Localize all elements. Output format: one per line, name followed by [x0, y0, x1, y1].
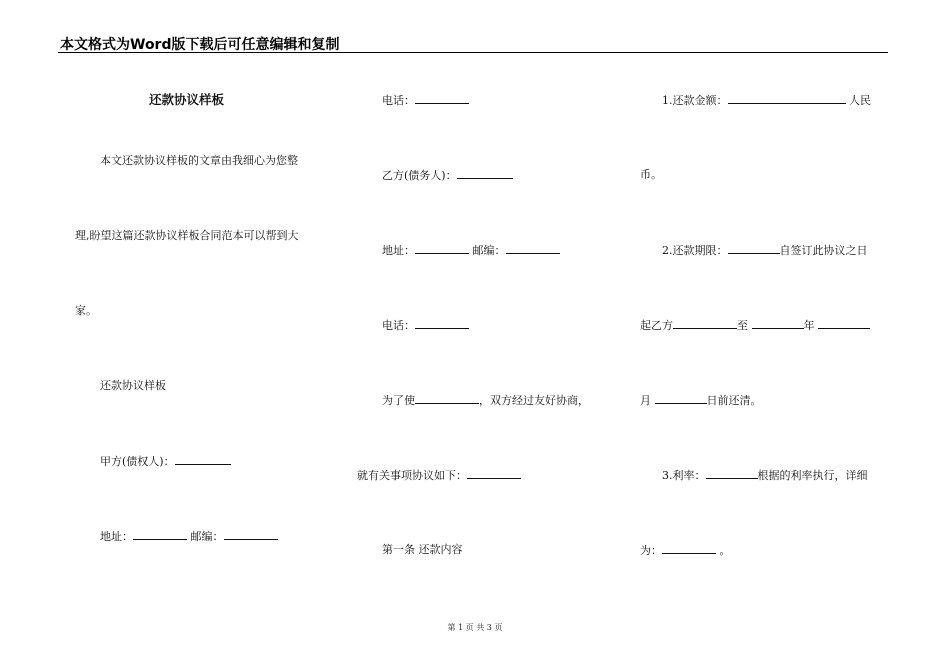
header-text: 本文格式为Word版下载后可任意编辑和复制 — [60, 37, 340, 53]
agree-text: 就有关事项协议如下： — [357, 469, 467, 482]
party-b-line — [382, 168, 513, 183]
month-day-line — [640, 393, 762, 408]
address-line-b — [382, 243, 560, 258]
page-number: 第 1 页 共 3 页 — [447, 623, 503, 632]
term-blank — [728, 243, 780, 254]
day-blank — [655, 393, 707, 404]
address-blank — [133, 529, 187, 540]
phone-label: 电话： — [382, 319, 415, 332]
intro-line-1: 本文还款协议样板的文章由我细心为您整 — [100, 154, 298, 167]
party-b-label: 乙方(债务人)： — [382, 169, 457, 182]
rate-blank — [706, 468, 758, 479]
day-suffix: 日前还清。 — [706, 394, 762, 407]
rate-line — [662, 468, 868, 483]
purpose-suffix: ，双方经过友好协商， — [479, 394, 589, 407]
term-line — [662, 243, 868, 258]
year-blank — [752, 318, 804, 329]
currency-line: 币。 — [640, 168, 662, 181]
party-b-blank — [457, 168, 513, 179]
postcode-label: 邮编： — [190, 530, 224, 543]
purpose-blank — [415, 393, 479, 404]
rate-suffix: 根据的利率执行，详细 — [757, 469, 868, 482]
term-suffix: 自签订此协议之日 — [779, 244, 868, 257]
phone-line-b — [382, 318, 469, 333]
date-range-line — [640, 318, 870, 333]
intro-line-2: 理,盼望这篇还款协议样板合同范本可以帮到大 — [75, 229, 299, 242]
as-word: 为： — [640, 544, 662, 557]
from-party-text: 起乙方 — [640, 319, 673, 332]
purpose-line — [382, 393, 589, 408]
phone-blank — [415, 318, 469, 329]
month-blank-a — [818, 318, 870, 329]
amount-prefix: 1.还款金额： — [662, 94, 728, 107]
month-word: 月 — [640, 394, 651, 407]
start-date-blank — [673, 318, 737, 329]
intro-line-3: 家。 — [75, 304, 97, 317]
party-a-line — [100, 454, 231, 469]
postcode-blank — [224, 529, 278, 540]
amount-suffix: 人民 — [849, 94, 871, 107]
as-line — [640, 543, 731, 558]
article-1-heading: 第一条 还款内容 — [382, 543, 463, 556]
phone-line-a — [382, 93, 469, 108]
party-a-label: 甲方(债权人)： — [100, 455, 175, 468]
subtitle: 还款协议样板 — [100, 379, 166, 392]
document-title: 还款协议样板 — [149, 92, 225, 107]
address-label: 地址： — [382, 244, 415, 257]
to-word: 至 — [737, 319, 748, 332]
term-prefix: 2.还款期限： — [662, 244, 728, 257]
address-line-a — [100, 529, 278, 544]
postcode-blank — [506, 243, 560, 254]
postcode-label: 邮编： — [472, 244, 506, 257]
phone-label: 电话： — [382, 94, 415, 107]
header-divider — [58, 52, 888, 53]
rate-prefix: 3.利率： — [662, 469, 706, 482]
period-end: 。 — [719, 544, 731, 557]
as-blank — [662, 543, 716, 554]
agree-blank — [467, 468, 521, 479]
party-a-blank — [175, 454, 231, 465]
year-word: 年 — [803, 319, 815, 332]
amount-blank — [728, 93, 846, 104]
agree-line — [357, 468, 521, 483]
purpose-prefix: 为了使 — [382, 394, 415, 407]
amount-line — [662, 93, 871, 108]
phone-blank — [415, 93, 469, 104]
address-blank — [415, 243, 469, 254]
address-label: 地址： — [100, 530, 133, 543]
